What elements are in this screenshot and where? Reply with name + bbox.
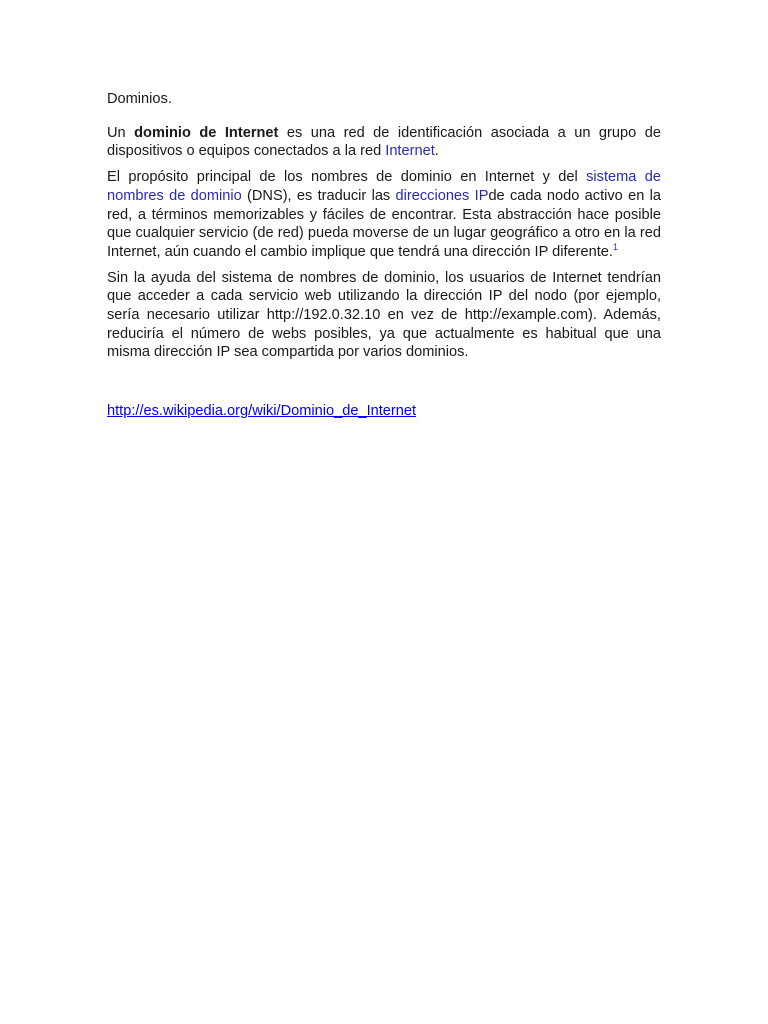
p1-text-2: es una red de identificación asociada a un grupo de dispositivos o equipos conectados a la red — [107, 124, 661, 160]
source-link[interactable]: http://es.wikipedia.org/wiki/Dominio_de_Internet — [107, 403, 417, 420]
link-direcciones-ip[interactable]: direcciones IP — [395, 187, 489, 204]
p1-text-3: . — [434, 143, 439, 160]
paragraph-1 — [107, 124, 661, 161]
p2-text-2: (DNS), es traducir las — [241, 187, 396, 204]
link-internet[interactable]: Internet — [385, 143, 435, 160]
footnote-reference[interactable]: 1 — [612, 241, 618, 252]
paragraph-3: Sin la ayuda del sistema de nombres de dominio, los usuarios de Internet tendrían que acceder a cada servicio web utilizando la dirección IP del nodo (por ejemplo, sería necesario utilizar http://192.0.32.10 en vez de http://example.com). Además, reduciría el número de webs posibles, ya que actualmente es habitual que una misma dirección IP sea compartida por varios dominios. — [107, 269, 661, 361]
link-sistema-de-nombres-de-dominio[interactable]: sistema de nombres de dominio — [107, 169, 661, 204]
p2-text-1: El propósito principal de los nombres de dominio en Internet y del — [107, 169, 587, 186]
document-title: Dominios. — [107, 91, 172, 107]
term-dominio-de-internet: dominio de Internet — [134, 124, 279, 141]
p1-text-1: Un — [107, 124, 135, 141]
source-line — [107, 402, 661, 421]
paragraph-2 — [107, 168, 661, 262]
document-page — [107, 90, 661, 435]
p2-text-3: de cada nodo activo en la red, a términos memorizables y fáciles de encontrar. Esta abstracción hace posible que cualquier servicio (de red) pueda moverse de un lugar geográfico a otro en la red Internet, aún cuando el cambio implique que tendrá una dirección IP diferente. — [107, 187, 661, 260]
